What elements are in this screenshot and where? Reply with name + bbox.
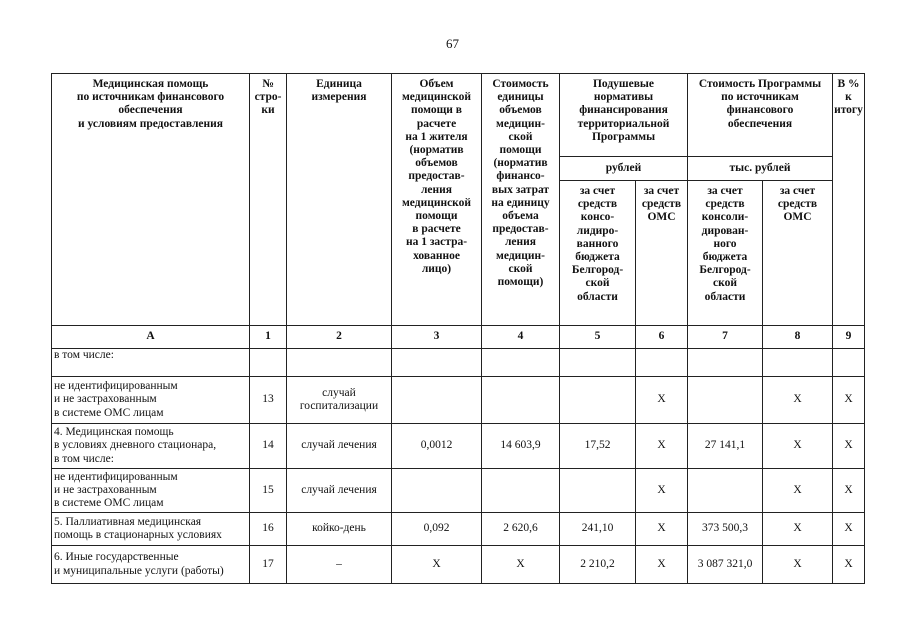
header-col-2: Единица измерения <box>287 74 392 326</box>
table-cell: Х <box>636 513 688 546</box>
header-col-7: за счет средств консоли- дирован- ного бюджета Белгород- ской области <box>688 181 763 326</box>
header-col-78: Стоимость Программы по источникам финансового обеспечения <box>688 74 833 157</box>
table-cell <box>482 469 560 513</box>
table-cell: Х <box>833 424 865 469</box>
table-cell <box>560 349 636 377</box>
index-cell: 6 <box>636 326 688 349</box>
table-cell: – <box>287 546 392 584</box>
header-col-5: за счет средств консо- лидиро- ванного бюджета Белгород- ской области <box>560 181 636 326</box>
table-cell: Х <box>636 424 688 469</box>
table-cell: 0,092 <box>392 513 482 546</box>
row-label: 5. Паллиативная медицинская помощь в стационарных условиях <box>52 513 250 546</box>
table-cell: Х <box>833 513 865 546</box>
table-cell: Х <box>833 546 865 584</box>
table-cell: 13 <box>250 377 287 424</box>
table-cell <box>560 377 636 424</box>
header-col-8: за счет средств ОМС <box>763 181 833 326</box>
row-label: в том числе: <box>52 349 250 377</box>
column-index-row <box>52 326 865 349</box>
table-cell: случай лечения <box>287 424 392 469</box>
table-cell <box>636 349 688 377</box>
table-cell: 15 <box>250 469 287 513</box>
table-cell <box>688 469 763 513</box>
table-cell: Х <box>833 377 865 424</box>
header-unit-rubles: рублей <box>560 157 688 181</box>
table-row <box>52 546 865 584</box>
table-cell <box>392 349 482 377</box>
index-cell: 5 <box>560 326 636 349</box>
header-col-a: Медицинская помощь по источникам финансового обеспечения и условиям предоставления <box>52 74 250 326</box>
table-cell: случай лечения <box>287 469 392 513</box>
table-cell: 14 <box>250 424 287 469</box>
page-number: 67 <box>446 36 459 51</box>
table-cell: случай госпитализации <box>287 377 392 424</box>
table-row <box>52 424 865 469</box>
table-cell: 14 603,9 <box>482 424 560 469</box>
table-row <box>52 377 865 424</box>
row-label: не идентифицированным и не застрахованным в системе ОМС лицам <box>52 469 250 513</box>
index-cell: 4 <box>482 326 560 349</box>
table-cell <box>833 349 865 377</box>
table-cell: Х <box>482 546 560 584</box>
table-row <box>52 513 865 546</box>
table-cell <box>688 349 763 377</box>
table-cell: 3 087 321,0 <box>688 546 763 584</box>
table-cell: 373 500,3 <box>688 513 763 546</box>
table-cell: Х <box>833 469 865 513</box>
table-cell: 2 210,2 <box>560 546 636 584</box>
table-cell: 27 141,1 <box>688 424 763 469</box>
table-cell: койко-день <box>287 513 392 546</box>
header-col-4: Стоимость единицы объемов медицин- ской помощи (норматив финансо- вых затрат на единицу объема предостав- ления медицин- ской помощи) <box>482 74 560 326</box>
header-col-6: за счет средств ОМС <box>636 181 688 326</box>
table-cell: Х <box>763 469 833 513</box>
table-cell: Х <box>636 546 688 584</box>
table-cell: 241,10 <box>560 513 636 546</box>
header-col-9: В % к итогу <box>833 74 865 326</box>
table-cell <box>392 377 482 424</box>
table-cell: 17,52 <box>560 424 636 469</box>
index-cell: 3 <box>392 326 482 349</box>
table-cell <box>250 349 287 377</box>
table-cell: Х <box>636 469 688 513</box>
table-cell <box>560 469 636 513</box>
header-col-56: Подушевые нормативы финансирования территориальной Программы <box>560 74 688 157</box>
table-row <box>52 349 865 377</box>
table-cell: Х <box>763 546 833 584</box>
table-cell: Х <box>392 546 482 584</box>
table-cell: 2 620,6 <box>482 513 560 546</box>
table-cell <box>482 349 560 377</box>
header-unit-thousand-rubles: тыс. рублей <box>688 157 833 181</box>
index-cell: 9 <box>833 326 865 349</box>
table-cell: 0,0012 <box>392 424 482 469</box>
table-cell: Х <box>763 424 833 469</box>
header-col-3: Объем медицинской помощи в расчете на 1 жителя (норматив объемов предостав- ления медицинской помощи в расчете на 1 застра- хованное лицо) <box>392 74 482 326</box>
table-cell: Х <box>763 377 833 424</box>
financing-table <box>51 73 865 584</box>
table-cell <box>482 377 560 424</box>
table-cell <box>763 349 833 377</box>
index-cell: 2 <box>287 326 392 349</box>
index-cell: 7 <box>688 326 763 349</box>
table-cell: 17 <box>250 546 287 584</box>
table-cell <box>287 349 392 377</box>
row-label: 6. Иные государственные и муниципальные услуги (работы) <box>52 546 250 584</box>
row-label: 4. Медицинская помощь в условиях дневного стационара, в том числе: <box>52 424 250 469</box>
table-cell <box>688 377 763 424</box>
row-label: не идентифицированным и не застрахованным в системе ОМС лицам <box>52 377 250 424</box>
table-cell: Х <box>636 377 688 424</box>
index-cell: 8 <box>763 326 833 349</box>
index-cell: 1 <box>250 326 287 349</box>
table-cell: Х <box>763 513 833 546</box>
table-row <box>52 469 865 513</box>
index-cell: А <box>52 326 250 349</box>
header-col-1: № стро- ки <box>250 74 287 326</box>
table-cell <box>392 469 482 513</box>
table-cell: 16 <box>250 513 287 546</box>
